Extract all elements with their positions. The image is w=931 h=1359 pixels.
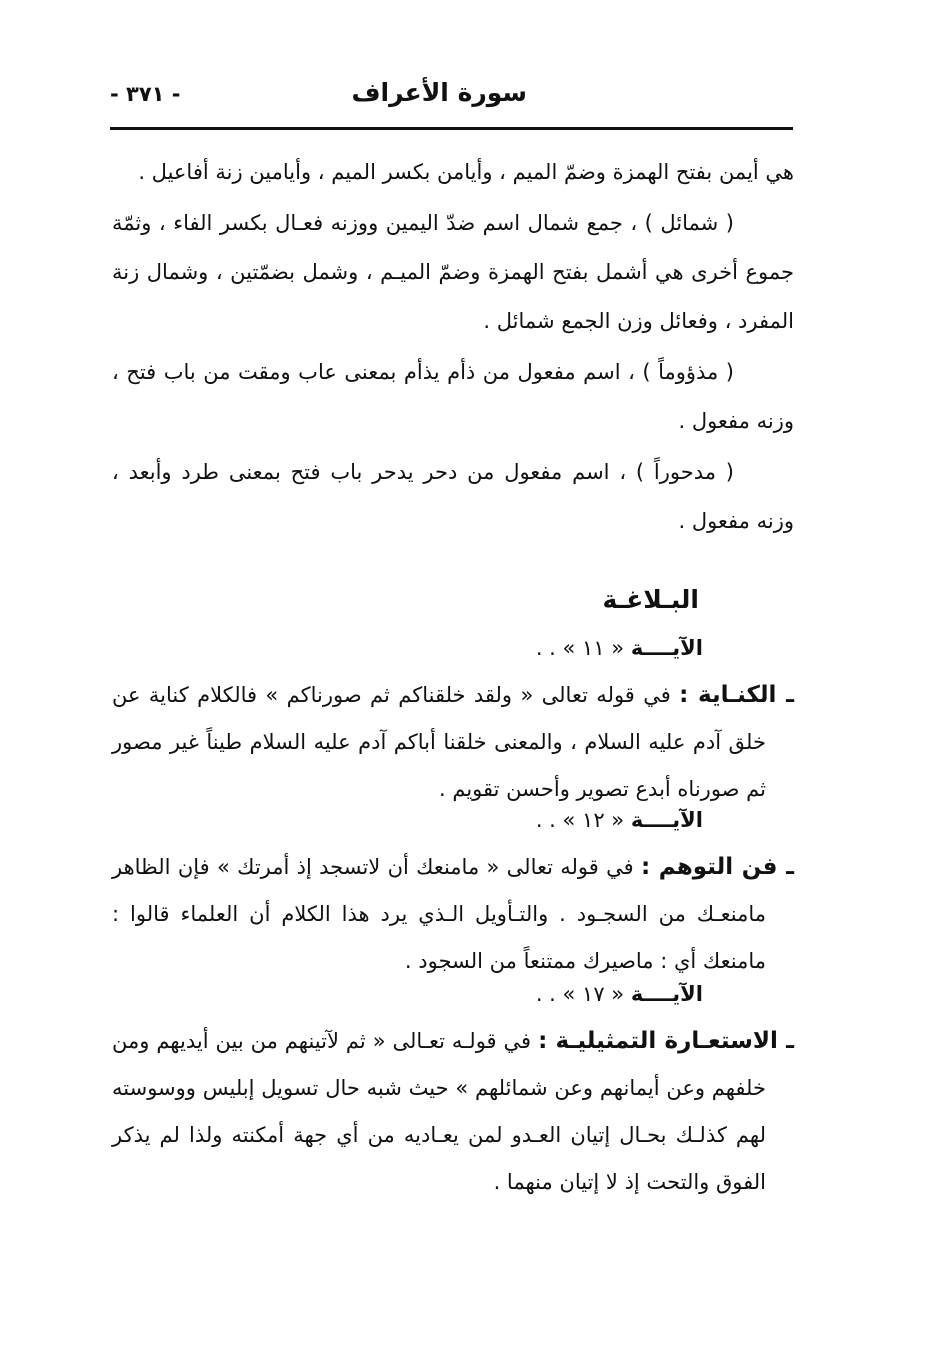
page-number: - ٣٧١ - bbox=[110, 82, 181, 106]
rhetoric-continuation: خلق آدم عليه السلام ، والمعنى خلقنا أباكم آدم عليه السلام طيناً غير مصور ثم صورناه أبدع تصوير وأحسن تقويم . bbox=[112, 730, 766, 801]
verse-label-word: الآيــــة bbox=[630, 982, 703, 1006]
paragraph-shamail: ( شمائل ) ، جمع شمال اسم ضدّ اليمين ووزنه فعـال بكسر الفاء ، وثمّة جموع أخرى هي أشمل بفتح الهمزة وضمّ الميـم ، وشمل بضمّتين ، وشمال زنة المفرد ، وفعائل وزن الجمع شمائل . bbox=[112, 211, 794, 333]
rhetoric-term: ـ الاستعـارة التمثيليـة : bbox=[538, 1028, 794, 1054]
page-header bbox=[110, 72, 792, 122]
rhetoric-term: ـ الكنـاية : bbox=[679, 682, 794, 708]
rhetoric-first-line bbox=[112, 844, 794, 891]
rhetoric-tawahhum bbox=[112, 844, 794, 985]
rhetoric-first-line bbox=[112, 672, 794, 719]
paragraph-madhuum: ( مذؤوماً ) ، اسم مفعول من ذأم يذأم بمعنى عاب ومقت من باب فتح ، وزنه مفعول . bbox=[112, 360, 794, 433]
chapter-title: سورة الأعراف bbox=[351, 78, 527, 107]
paragraph-ayman: هي أيمن بفتح الهمزة وضمّ الميم ، وأيامن بكسر الميم ، وأيامين زنة أفاعيل . bbox=[138, 160, 794, 184]
header-divider bbox=[110, 127, 793, 130]
rhetoric-istiara bbox=[112, 1018, 794, 1206]
section-heading: البـلاغـة bbox=[602, 585, 699, 614]
verse-label-word: الآيــــة bbox=[630, 808, 703, 832]
rhetoric-text: في قوله تعالى « ولقد خلقناكم ثم صورناكم » فالكلام كناية عن bbox=[112, 683, 671, 707]
lexical-section bbox=[112, 148, 794, 546]
rhetoric-text: في قولـه تعـالى « ثم لآتينهم من بين أيديهم ومن bbox=[112, 1029, 532, 1053]
verse-label bbox=[536, 808, 703, 832]
verse-label-number: « ١١ » . . bbox=[535, 636, 625, 660]
verse-label-number: « ١٢ » . . bbox=[535, 808, 625, 832]
verse-label bbox=[536, 636, 703, 660]
rhetoric-continuation: مامنعـك من السجـود . والتـأويل الـذي يرد هذا الكلام أن العلماء قالوا : مامنعك أي : ماصيرك ممتنعاً من السجود . bbox=[112, 902, 766, 973]
verse-label bbox=[536, 982, 703, 1006]
paragraph-madhur: ( مدحوراً ) ، اسم مفعول من دحر يدحر باب فتح بمعنى طرد وأبعد ، وزنه مفعول . bbox=[112, 460, 794, 533]
rhetoric-continuation: خلفهم وعن أيمانهم وعن شمائلهم » حيث شبه حال تسويل إبليس ووسوسته لهم كذلـك بحـال إتيان العـدو لمن يعـاديه من أي جهة أمكنته ولذا لم يذكر الفوق والتحت إذ لا إتيان منهما . bbox=[112, 1076, 766, 1194]
verse-label-number: « ١٧ » . . bbox=[535, 982, 625, 1006]
rhetoric-term: ـ فن التوهم : bbox=[640, 854, 794, 880]
rhetoric-first-line bbox=[112, 1018, 794, 1065]
rhetoric-text: في قوله تعالى « مامنعك أن لاتسجد إذ أمرتك » فإن الظاهر bbox=[112, 855, 634, 879]
verse-label-word: الآيــــة bbox=[630, 636, 703, 660]
rhetoric-kinaya bbox=[112, 672, 794, 813]
